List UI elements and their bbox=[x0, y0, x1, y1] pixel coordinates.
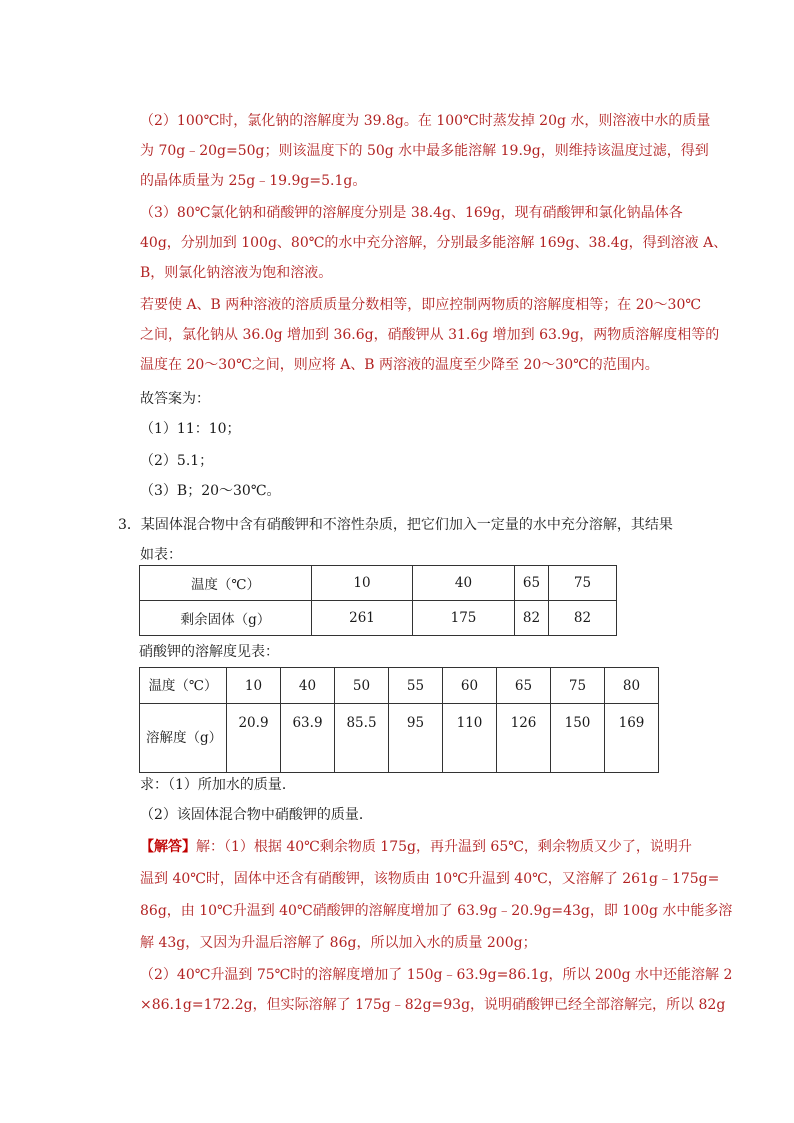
text-segment: 温度在 20～30℃之间，则应将 A、B 两溶液的温度至少降至 20～30℃的范围内。 bbox=[140, 357, 659, 373]
table-cell: 175 bbox=[413, 601, 515, 636]
table-cell: 63.9 bbox=[281, 704, 335, 773]
table-cell: 65 bbox=[497, 668, 551, 704]
text-line bbox=[140, 296, 701, 314]
text-segment: 40g，分别加到 100g、80℃的水中充分溶解，分别最多能溶解 169g、38.4g，得到溶液 A、 bbox=[140, 235, 728, 251]
text-segment: 解：（1）根据 40℃剩余物质 175g，再升温到 65℃，剩余物质又少了，说明升 bbox=[196, 839, 692, 855]
table-row bbox=[140, 668, 659, 704]
solubility-table bbox=[139, 667, 659, 773]
text-line bbox=[140, 142, 709, 160]
text-segment: （1）11：10； bbox=[140, 421, 241, 437]
table-cell: 40 bbox=[413, 566, 515, 601]
text-segment: （3）80℃氯化钠和硝酸钾的溶解度分别是 38.4g、169g，现有硝酸钾和氯化钠晶体各 bbox=[140, 205, 683, 221]
text-line bbox=[140, 452, 213, 470]
text-segment: （2）100℃时，氯化钠的溶解度为 39.8g。在 100℃时蒸发掉 20g 水，则溶液中水的质量 bbox=[140, 113, 711, 129]
text-line bbox=[140, 966, 732, 984]
table-row bbox=[140, 704, 659, 773]
text-segment: 求：（1）所加水的质量． bbox=[140, 777, 296, 793]
table-cell: 110 bbox=[443, 704, 497, 773]
text-line bbox=[140, 482, 281, 500]
table-cell: 10 bbox=[227, 668, 281, 704]
text-line bbox=[140, 806, 373, 824]
table-cell: 剩余固体（g） bbox=[140, 601, 312, 636]
text-line bbox=[140, 870, 719, 888]
table-cell: 55 bbox=[389, 668, 443, 704]
table-cell: 40 bbox=[281, 668, 335, 704]
text-segment: （2）5.1； bbox=[140, 453, 214, 469]
text-segment: 温到 40℃时，固体中还含有硝酸钾，该物质由 10℃升温到 40℃，又溶解了 261g﹣175g= bbox=[140, 871, 720, 887]
text-line bbox=[140, 776, 296, 794]
text-segment: 【解答】 bbox=[140, 839, 196, 855]
text-segment: 如表： bbox=[140, 547, 182, 563]
text-segment: ×86.1g=172.2g，但实际溶解了 175g﹣82g=93g，说明硝酸钾已经全部溶解完，所以 82g bbox=[140, 997, 726, 1013]
text-line bbox=[140, 934, 537, 952]
text-segment: B，则氯化钠溶液为饱和溶液。 bbox=[140, 265, 333, 281]
table-cell: 60 bbox=[443, 668, 497, 704]
text-segment: （2）40℃升温到 75℃时的溶解度增加了 150g﹣63.9g=86.1g，所以 200g 水中还能溶解 2 bbox=[140, 967, 733, 983]
text-segment: 为 70g﹣20g=50g；则该温度下的 50g 水中最多能溶解 19.9g，则维持该温度过滤，得到 bbox=[140, 143, 709, 159]
text-line bbox=[140, 902, 732, 920]
table-cell: 82 bbox=[549, 601, 617, 636]
table-row bbox=[140, 566, 617, 601]
residual-solid-table bbox=[139, 565, 617, 636]
table-cell: 溶解度（g） bbox=[140, 704, 227, 773]
text-segment: 86g，由 10℃升温到 40℃硝酸钾的溶解度增加了 63.9g﹣20.9g=43g，即 100g 水中能多溶 bbox=[140, 903, 733, 919]
table-cell: 10 bbox=[312, 566, 413, 601]
table-cell: 169 bbox=[605, 704, 659, 773]
text-segment: 故答案为： bbox=[140, 391, 210, 407]
table-cell: 150 bbox=[551, 704, 605, 773]
table-cell: 82 bbox=[515, 601, 549, 636]
text-line bbox=[140, 112, 710, 130]
text-line bbox=[140, 996, 725, 1014]
table-cell: 95 bbox=[389, 704, 443, 773]
table-cell: 85.5 bbox=[335, 704, 389, 773]
table-cell: 50 bbox=[335, 668, 389, 704]
table-row bbox=[140, 601, 617, 636]
table-cell: 温度（℃） bbox=[140, 668, 227, 704]
text-line bbox=[140, 838, 692, 856]
table-cell: 65 bbox=[515, 566, 549, 601]
text-segment: 3．某固体混合物中含有硝酸钾和不溶性杂质，把它们加入一定量的水中充分溶解，其结果 bbox=[118, 517, 673, 533]
text-segment: 的晶体质量为 25g﹣19.9g=5.1g。 bbox=[140, 173, 367, 189]
text-segment: （2）该固体混合物中硝酸钾的质量． bbox=[140, 807, 373, 823]
text-segment: （3）B；20～30℃。 bbox=[140, 483, 281, 499]
table-cell: 126 bbox=[497, 704, 551, 773]
table-cell: 75 bbox=[549, 566, 617, 601]
text-line bbox=[140, 546, 182, 564]
table-cell: 261 bbox=[312, 601, 413, 636]
text-line bbox=[140, 204, 683, 222]
table-cell: 温度（℃） bbox=[140, 566, 312, 601]
text-line bbox=[140, 264, 332, 282]
text-line bbox=[140, 172, 366, 190]
text-line bbox=[140, 326, 719, 344]
table-caption: 硝酸钾的溶解度见表： bbox=[139, 644, 279, 660]
text-line bbox=[118, 516, 673, 534]
text-line bbox=[140, 420, 241, 438]
table-cell: 75 bbox=[551, 668, 605, 704]
text-line bbox=[140, 356, 659, 374]
text-segment: 解 43g，又因为升温后溶解了 86g，所以加入水的质量 200g； bbox=[140, 935, 537, 951]
text-segment: 若要使 A、B 两种溶液的溶质质量分数相等，即应控制两物质的溶解度相等；在 20～30℃ bbox=[140, 297, 702, 313]
table-cell: 80 bbox=[605, 668, 659, 704]
table-cell: 20.9 bbox=[227, 704, 281, 773]
text-line bbox=[140, 234, 727, 252]
text-line bbox=[140, 390, 210, 408]
text-segment: 之间，氯化钠从 36.0g 增加到 36.6g，硝酸钾从 31.6g 增加到 63.9g，两物质溶解度相等的 bbox=[140, 327, 720, 343]
